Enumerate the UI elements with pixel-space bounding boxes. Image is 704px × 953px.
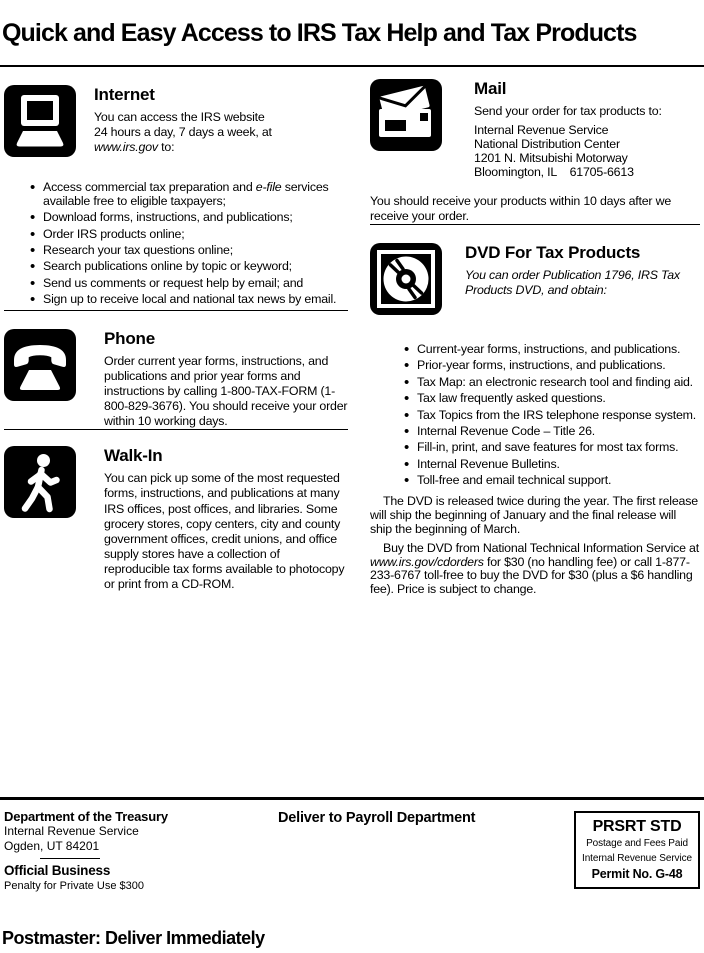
address-divider: [40, 858, 100, 859]
permit-number: Permit No. G-48: [591, 867, 683, 881]
department-of-treasury: Department of the Treasury: [4, 809, 168, 824]
deliver-to-label: Deliver to Payroll Department: [278, 810, 476, 826]
prsrt-std: PRSRT STD: [592, 818, 682, 835]
right-column: [370, 79, 700, 597]
phone-heading: Phone: [104, 328, 155, 348]
list-item: • Tax Map: an electronic research tool and finding aid.: [404, 376, 700, 390]
list-item: • Internal Revenue Code – Title 26.: [404, 425, 700, 439]
internet-section: [4, 85, 348, 157]
list-item: [30, 181, 346, 209]
telephone-icon: [4, 329, 76, 401]
address-line: Internal Revenue Service: [474, 123, 609, 138]
envelopes-icon: [370, 79, 442, 151]
dvd-buy-paragraph: [370, 542, 700, 598]
dvd-heading: DVD For Tax Products: [465, 242, 641, 262]
mail-section: [370, 79, 700, 180]
irs-website-url: www.irs.gov: [94, 140, 158, 155]
mail-intro: Send your order for tax products to:: [474, 104, 662, 118]
list-item: • Fill-in, print, and save features for most tax forms.: [404, 441, 700, 455]
list-item: • Current-year forms, instructions, and publications.: [404, 343, 700, 357]
dvd-text: [442, 243, 700, 298]
phone-section: [4, 329, 348, 430]
dvd-bullet-list: [404, 343, 700, 488]
computer-icon: [4, 85, 76, 157]
mail-heading: Mail: [474, 79, 507, 98]
internet-intro-line1: You can access the IRS website: [94, 110, 265, 124]
internet-intro-line3: [94, 140, 272, 155]
list-item: • Search publications online by topic or keyword;: [30, 260, 346, 274]
dvd-section: [370, 243, 700, 315]
internet-heading: Internet: [94, 85, 155, 104]
section-divider: [4, 429, 348, 430]
list-item: • Prior-year forms, instructions, and publications.: [404, 359, 700, 373]
internet-intro: [94, 110, 272, 155]
bullet-text: services available free to eligible taxpayers;: [43, 180, 329, 208]
phone-body: Order current year forms, instructions, and publications and prior year forms and instructions by calling 1-800-TAX-FORM (1-800-829-3676). You should receive your order within 10 working days.: [104, 353, 348, 429]
dvd-intro: You can order Publication 1796, IRS Tax Products DVD, and obtain:: [465, 267, 680, 298]
list-item: • Toll-free and email technical support.: [404, 474, 700, 488]
permit-irs: Internal Revenue Service: [582, 853, 692, 864]
list-item: • Order IRS products online;: [30, 228, 346, 242]
internal-revenue-service: Internal Revenue Service: [4, 824, 139, 838]
postmaster-instruction: Postmaster: Deliver Immediately: [2, 928, 265, 948]
list-item: • Sign up to receive local and national tax news by email.: [30, 293, 346, 307]
paragraph-text: for $30 (no handling fee) or call 1-877-233-6767 toll-free to buy the DVD for $30 (plus a $6 handling fee). Price is subject to change.: [370, 554, 693, 597]
address-line: National Distribution Center: [474, 137, 620, 152]
walkin-body: You can pick up some of the most requested forms, instructions, and publications at many IRS offices, post offices, and libraries. Some grocery stores, copy centers, city and county government offices, credit unions, and office supply stores have a collection of reproducible tax forms available to photocopy or print from a CD-ROM.: [104, 471, 345, 592]
mail-outro: You should receive your products within 10 days after we receive your order.: [370, 193, 672, 223]
mailing-footer: [0, 797, 704, 892]
list-item: • Tax law frequently asked questions.: [404, 392, 700, 406]
efile-italic: e-file: [255, 180, 282, 194]
dvd-disc-icon: [370, 243, 442, 315]
paragraph-text: Buy the DVD from National Technical Information Service at: [383, 540, 699, 555]
list-item: • Download forms, instructions, and publications;: [30, 211, 346, 225]
official-business: Official Business: [4, 863, 111, 878]
footer-row: [0, 800, 704, 892]
section-divider: [4, 310, 348, 311]
phone-text: [76, 329, 348, 430]
cdorders-url: www.irs.gov/cdorders: [370, 554, 484, 569]
walkin-section: [4, 446, 348, 592]
mail-address: [474, 124, 662, 180]
list-item: • Tax Topics from the IRS telephone response system.: [404, 409, 700, 423]
ogden-address: Ogden, UT 84201: [4, 838, 100, 853]
postage-permit-box: [574, 811, 700, 889]
list-item: • Send us comments or request help by email; and: [30, 277, 346, 291]
walkin-text: [76, 446, 348, 592]
postage-fees-paid: Postage and Fees Paid: [586, 838, 688, 849]
page-title: Quick and Easy Access to IRS Tax Help and Tax Products: [2, 18, 637, 47]
internet-intro-line2: 24 hours a day, 7 days a week, at: [94, 125, 272, 140]
walking-person-icon: [4, 446, 76, 518]
list-item: • Internal Revenue Bulletins.: [404, 458, 700, 472]
internet-text: [76, 85, 272, 155]
internet-intro-tail: to:: [157, 140, 175, 155]
mail-text: [442, 79, 662, 180]
two-column-layout: [0, 67, 704, 597]
address-line: 1201 N. Mitsubishi Motorway: [474, 150, 628, 165]
section-divider: [370, 224, 700, 225]
list-item: • Research your tax questions online;: [30, 244, 346, 258]
dvd-release-paragraph: The DVD is released twice during the year. The first release will ship the beginning of January and the final release will ship the beginning of March.: [370, 493, 698, 536]
left-column: [4, 79, 348, 597]
walkin-heading: Walk-In: [104, 446, 163, 466]
penalty-notice: Penalty for Private Use $300: [4, 880, 145, 892]
address-line: Bloomington, IL 61705-6613: [474, 164, 634, 179]
internet-bullet-list: [30, 181, 348, 307]
bullet-text: Access commercial tax preparation and: [43, 180, 256, 194]
